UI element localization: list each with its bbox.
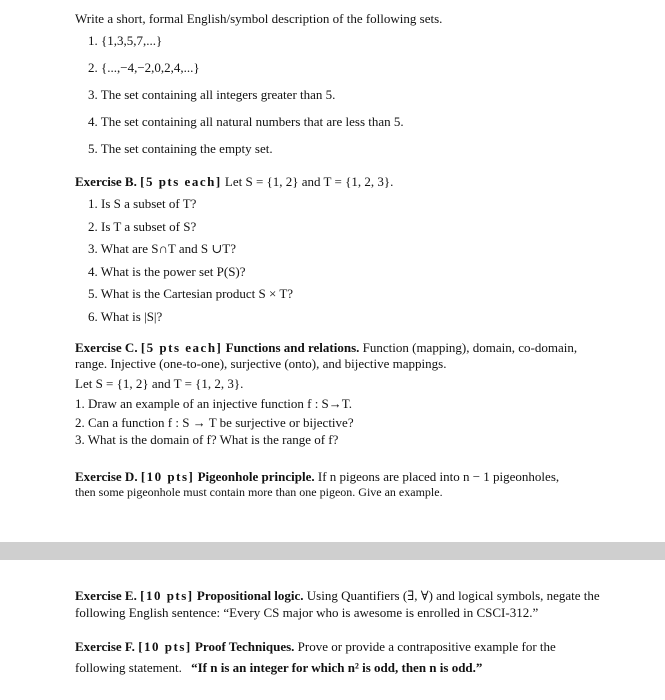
set-item-1: 1. {1,3,5,7,...} xyxy=(88,33,163,48)
exercise-f-quote: “If n is an integer for which n² is odd, then n is odd.” xyxy=(191,660,483,675)
exercise-b-q5: 5. What is the Cartesian product S × T? xyxy=(88,286,294,301)
exercise-c-label: Exercise C. xyxy=(75,340,138,355)
exercise-c-let: Let S = {1, 2} and T = {1, 2, 3}. xyxy=(75,376,244,391)
exercise-b-q6: 6. What is |S|? xyxy=(88,309,163,324)
exercise-e-label: Exercise E. xyxy=(75,588,137,603)
exercise-f-topic: Proof Techniques. xyxy=(194,639,295,654)
exercise-e-heading xyxy=(75,588,600,604)
exercise-b-q3: 3. What are S∩T and S ∪T? xyxy=(88,241,236,256)
exercise-c-q3: 3. What is the domain of f? What is the range of f? xyxy=(75,432,339,447)
exercise-b-q4: 4. What is the power set P(S)? xyxy=(88,264,246,279)
exercise-d-heading xyxy=(75,469,559,485)
page-separator xyxy=(0,542,665,560)
exercise-e-line2: following English sentence: “Every CS major who is awesome is enrolled in CSCI-312.” xyxy=(75,605,539,620)
exercise-c-heading xyxy=(75,340,577,356)
exercise-f-line2 xyxy=(75,660,482,676)
set-item-2: 2. {...,−4,−2,0,2,4,...} xyxy=(88,60,200,75)
exercise-b-q1: 1. Is S a subset of T? xyxy=(88,196,197,211)
exercise-d-points: [10 pts] xyxy=(140,469,195,484)
exercise-b-q2: 2. Is T a subset of S? xyxy=(88,219,197,234)
exercise-d-label: Exercise D. xyxy=(75,469,138,484)
set-item-4: 4. The set containing all natural numbers that are less than 5. xyxy=(88,114,404,129)
sets-intro: Write a short, formal English/symbol description of the following sets. xyxy=(75,11,443,26)
exercise-d-line2: then some pigeonhole must contain more than one pigeon. Give an example. xyxy=(75,485,443,499)
worksheet-page-2 xyxy=(0,560,665,700)
exercise-c-q2: 2. Can a function f : S → T be surjective or bijective? xyxy=(75,415,354,430)
exercise-f-points: [10 pts] xyxy=(138,639,192,654)
exercise-d-line1: If n pigeons are placed into n − 1 pigeonholes, xyxy=(317,469,560,484)
exercise-f-line1: Prove or provide a contrapositive example for the xyxy=(297,639,556,654)
exercise-b-heading xyxy=(75,174,393,190)
exercise-c-line2: range. Injective (one-to-one), surjective (onto), and bijective mappings. xyxy=(75,356,447,371)
set-item-5: 5. The set containing the empty set. xyxy=(88,141,273,156)
exercise-c-topic: Functions and relations. xyxy=(225,340,360,355)
exercise-f-label: Exercise F. xyxy=(75,639,135,654)
exercise-b-given: Let S = {1, 2} and T = {1, 2, 3}. xyxy=(224,174,394,189)
exercise-c-q1: 1. Draw an example of an injective function f : S→T. xyxy=(75,396,353,411)
exercise-e-line1: Using Quantifiers (∃, ∀) and logical symbols, negate the xyxy=(306,588,600,603)
exercise-b-points: [5 pts each] xyxy=(140,174,222,189)
exercise-e-points: [10 pts] xyxy=(140,588,194,603)
exercise-d-topic: Pigeonhole principle. xyxy=(197,469,315,484)
exercise-e-topic: Propositional logic. xyxy=(196,588,304,603)
exercise-f-heading xyxy=(75,639,556,655)
exercise-c-line1: Function (mapping), domain, co-domain, xyxy=(362,340,578,355)
set-item-3: 3. The set containing all integers greater than 5. xyxy=(88,87,336,102)
exercise-f-statement-lead: following statement. xyxy=(75,660,182,675)
exercise-b-label: Exercise B. xyxy=(75,174,137,189)
exercise-c-points: [5 pts each] xyxy=(140,340,223,355)
